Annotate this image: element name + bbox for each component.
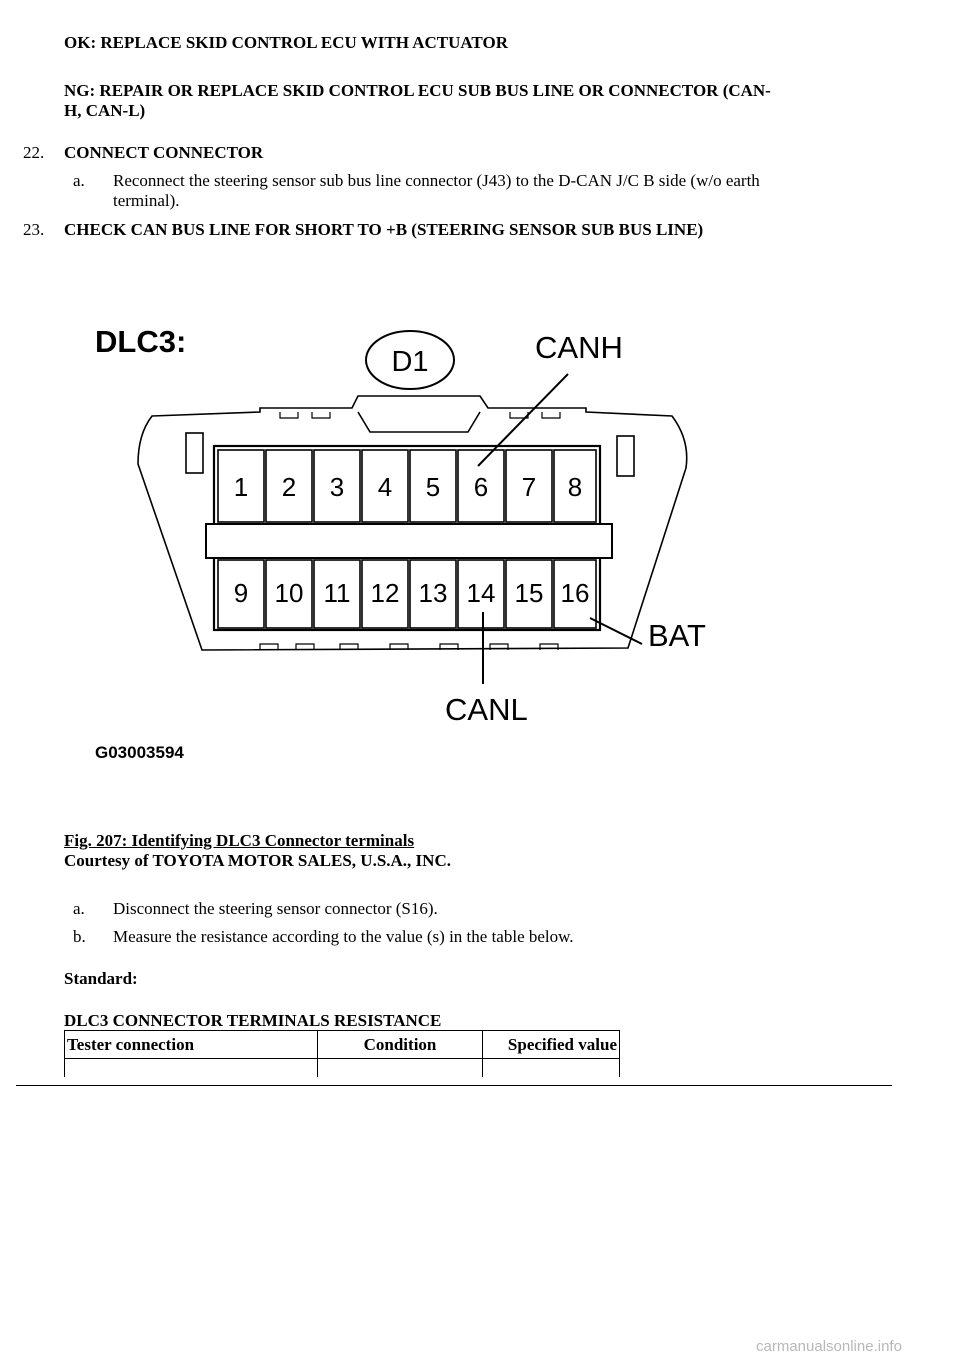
pin-label: 4 [377, 472, 393, 502]
pin-label: 1 [233, 472, 249, 502]
result-ok: OK: REPLACE SKID CONTROL ECU WITH ACTUATOR [64, 33, 508, 52]
step-22-sub-a-line1: Reconnect the steering sensor sub bus line connector (J43) to the D-CAN J/C B side (w/o earth [113, 171, 760, 190]
dlc3-diagram [90, 300, 750, 770]
step-22-number: 22. [23, 143, 45, 162]
watermark: carmanualsonline.info [756, 1338, 902, 1355]
pin-label: 13 [418, 578, 448, 608]
step-22-sub-a [73, 170, 113, 192]
page-bottom-rule [16, 1085, 892, 1086]
pin-label: 9 [233, 578, 249, 608]
step-23-sub-b-marker: b. [73, 927, 86, 946]
step-23-number: 23. [23, 220, 45, 239]
label-canh: CANH [535, 330, 623, 365]
step-22-sub-a-marker: a. [73, 171, 85, 190]
table-cell [318, 1059, 483, 1078]
step-23-sub-a-marker: a. [73, 899, 85, 918]
pin-label: 11 [323, 578, 351, 608]
step-23-sub-a [73, 898, 438, 920]
pin-row-bottom [218, 560, 596, 628]
pin-label: 3 [329, 472, 345, 502]
latch-left [186, 433, 203, 473]
pin-label: 5 [425, 472, 441, 502]
table-cell [483, 1059, 620, 1078]
figure-code: G03003594 [95, 743, 184, 762]
result-ng-line2: H, CAN-L) [64, 101, 146, 120]
table-header-tester-connection: Tester connection [65, 1031, 318, 1059]
pin-row-top [218, 450, 596, 522]
step-22-title: CONNECT CONNECTOR [64, 143, 264, 162]
connector-id-label: D1 [391, 346, 429, 378]
dlc3-connector-figure [90, 300, 750, 776]
pin-label: 10 [274, 578, 304, 608]
figure-heading: DLC3: [95, 324, 187, 359]
result-ng-line1: NG: REPAIR OR REPLACE SKID CONTROL ECU SUB BUS LINE OR CONNECTOR (CAN- [64, 81, 771, 100]
table-header-row [65, 1031, 620, 1059]
table-row [65, 1059, 620, 1078]
step-23-sub-b [73, 926, 574, 948]
resistance-table [64, 1030, 620, 1077]
figure-caption-courtesy: Courtesy of TOYOTA MOTOR SALES, U.S.A., INC. [64, 851, 451, 870]
step-22-sub-a-line2: terminal). [113, 191, 180, 210]
label-bat: BAT [648, 618, 706, 653]
pin-label: 7 [521, 472, 537, 502]
latch-right [617, 436, 634, 476]
table-cell [65, 1059, 318, 1078]
pin-label: 8 [567, 472, 583, 502]
table-header-condition: Condition [318, 1031, 483, 1059]
pin-label: 2 [281, 472, 297, 502]
table-header-specified-value: Specified value [483, 1031, 620, 1059]
pin-label: 15 [514, 578, 544, 608]
pin-label: 12 [370, 578, 400, 608]
step-23-sub-a-text: Disconnect the steering sensor connector (S16). [113, 899, 438, 918]
table-title: DLC3 CONNECTOR TERMINALS RESISTANCE [64, 1011, 442, 1030]
standard-label: Standard: [64, 969, 138, 988]
pin-label: 6 [473, 472, 489, 502]
step-23-sub-b-text: Measure the resistance according to the value (s) in the table below. [113, 927, 574, 946]
key-notch [358, 412, 480, 432]
pin-label: 16 [560, 578, 590, 608]
step-23-title: CHECK CAN BUS LINE FOR SHORT TO +B (STEERING SENSOR SUB BUS LINE) [64, 220, 704, 239]
figure-caption-title: Fig. 207: Identifying DLC3 Connector terminals [64, 831, 415, 850]
shell-notches-top [280, 412, 560, 418]
pin-label: 14 [466, 578, 496, 608]
pin-separator [206, 524, 612, 558]
label-canl: CANL [445, 692, 528, 727]
